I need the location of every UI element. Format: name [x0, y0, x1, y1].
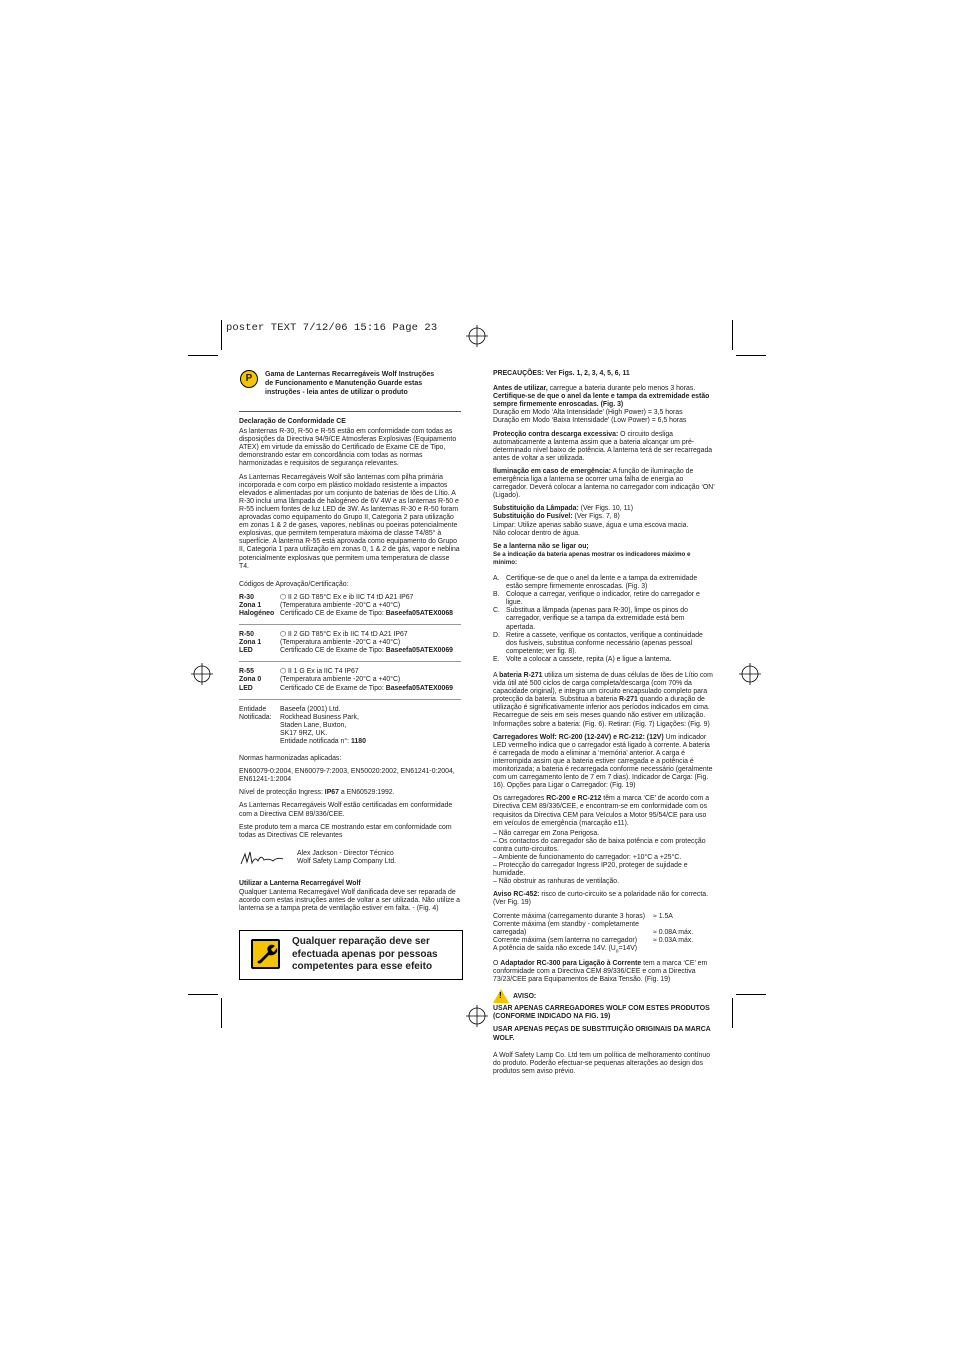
- list-item: – Os contactos do carregador são de baixa potência e com protecção contra curto-circuitos.: [493, 837, 706, 853]
- ex-icon: ⬡: [280, 668, 288, 676]
- registration-mark-top: [466, 325, 488, 347]
- print-slug: poster TEXT 7/12/06 15:16 Page 23: [226, 322, 438, 334]
- rc452-warning: Aviso RC-452: risco de curto-circuito se a polaridade não for correcta. (Ver Fig. 19): [493, 891, 708, 907]
- crop-mark: [736, 355, 766, 356]
- aviso-parts: USAR APENAS PEÇAS DE SUBSTITUIÇÃO ORIGINAIS DA MARCA WOLF.: [493, 1026, 711, 1042]
- signer-name: Alex Jackson - Director Técnico: [297, 849, 394, 857]
- duration-high: Duração em Modo ‘Alta Intensidade’ (High Power) = 3,5 horas: [493, 409, 683, 417]
- ex-icon: ⬡: [280, 593, 288, 601]
- warning-triangle-icon: !: [493, 989, 509, 1003]
- no-light-subheading: Se a indicação da bateria apenas mostrar os indicadores máximo e mínimo:: [493, 550, 691, 566]
- adapter-info: O Adaptador RC-300 para Ligação à Corrente tem a marca ‘CE’ em conformidade com a Directiva CEM 89/336/CEE e com a Directiva 73/23/CEE para Equipamentos de Baixa Tensão. (Fig. 19): [493, 960, 708, 984]
- charge-current-table: Corrente máxima (carregamento durante 3 horas) ≈ 1.5A Corrente máxima (em standby - completamente carregada) ≈ 0.08A máx. Corrente máxima (sem lanterna no carregador) ≈ 0.03A máx.: [493, 912, 694, 944]
- declaration-paragraph-2: As Lanternas Recarregáveis Wolf são lanternas com pilha primária incorporada e com corpo em plástico moldado resistente a impactos elevados e alimentadas por um conjunto de baterias de Iões de Lítio. A R-30 inclui uma lâmpada de halogéneo de 6V 4W e as lanternas R-50 e R-55 incluem fontes de luz LED de 3W. As lanternas R-30 e R-50 foram aprovadas como equipamento do Grupo II, Categoria 2 para utilização em zonas 1 & 2 de gases, vapores, neblinas ou poeiras potencialmente explosivas, que permitem temperatura máxima de classe T4/85° à superfície. A lanterna R-55 está aprovada como equipamento do Grupo II, Categoria 1 para utilização em zonas 0, 1 & 2 de gás, vapor e neblina potencialmente explosivas que permitem uma temperatura de classe T4.: [239, 473, 460, 570]
- charger-notes: [493, 830, 715, 887]
- fuse-replacement: Substituição do Fusível: (Ver Figs. 7, 8): [493, 513, 620, 521]
- registration-mark-right: [739, 663, 761, 685]
- no-light-heading: Se a lanterna não se ligar ou;: [493, 542, 589, 550]
- list-item: – Não obstruir as ranhuras de ventilação.: [493, 878, 620, 886]
- aviso-chargers: USAR APENAS CARREGADORES WOLF COM ESTES PRODUTOS (CONFORME INDICADO NA FIG. 19): [493, 1005, 710, 1021]
- crop-mark: [736, 994, 766, 995]
- before-use: Antes de utilizar, carregue a bateria durante pelo menos 3 horas.: [493, 385, 696, 393]
- list-item: – Ambiente de funcionamento do carregador: +10°C a +25°C.: [493, 853, 682, 861]
- lamp-replacement: Substituição da Lâmpada: (Ver Figs. 10, 11): [493, 505, 634, 513]
- divider: [239, 411, 461, 412]
- duration-low: Duração em Modo ‘Baixa Intensidade’ (Low Power) = 6,5 horas: [493, 417, 687, 425]
- norms-list: EN60079-0:2004, EN60079-7:2003, EN50020:2002, EN61241-0:2004, EN61241-1:2004: [239, 768, 455, 784]
- divider: [239, 661, 461, 662]
- crop-mark: [221, 998, 222, 1028]
- before-use-warning: Certifique-se de que o anel da lente e tampa da extremidade estão sempre firmemente enroscadas. (Fig. 3): [493, 393, 710, 409]
- declaration-heading: Declaração de Conformidade CE: [239, 418, 346, 425]
- step-item: D. Retire a cassete, verifique os contactos, verifique a continuidade dos fusíveis, substitua conforme necessário (apenas pessoal competente; ver fig. 8).: [493, 631, 703, 655]
- declaration-paragraph-1: As lanternas R-30, R-50 e R-55 estão em conformidade com todas as disposições da Directiva 94/9/CE Atmosferas Explosivas (Equipamento ATEX) em virtude da emissão do Certificado de Exame CE de Tipo, demonstrando estar em concordância com todas as normas harmonizadas e requisitos de segurança relevantes.: [239, 428, 457, 468]
- notified-body: Entidade Baseefa (2001) Ltd. Notificada: Rockhead Business Park, Staden Lane, Buxton, SK17 9RZ, UK. Entidade notificada n°: 1180: [239, 705, 366, 745]
- step-item: A. Certifique-se de que o anel da lente e a tampa da extremidade estão sempre firmemente enroscadas. (Fig. 3): [493, 574, 698, 591]
- spec-block-r55: R-55 ⬡ II 1 G Ex ia IIC T4 IP67 Zona 0 (Temperatura ambiente -20°C a +40°C) LED Certificado CE de Exame de Tipo: Baseefa05ATEX0069: [239, 668, 454, 692]
- use-text: Qualquer Lanterna Recarregável Wolf danificada deve ser reparada de acordo com estas instruções antes de voltar a ser utilizada. Não utilize a lanterna se a tampa preta de ventilação estiver em falta. - (Fig. 4): [239, 888, 460, 913]
- registration-mark-left: [191, 663, 213, 685]
- troubleshoot-steps: [493, 575, 715, 664]
- codes-label: Códigos de Aprovação/Certificação:: [239, 580, 349, 588]
- chargers-ce: Os carregadores RC-200 e RC-212 têm a marca ‘CE’ de acordo com a Directiva CEM 89/336/CEE, e encontram-se em conformidade com os requisitos da Directiva CEM para Veículos a Motor 95/54/CE para uso em veículos de emergência (marcação e11).: [493, 795, 710, 827]
- emc-statement: As Lanternas Recarregáveis Wolf estão certificadas em conformidade com a Directiva CEM 89/336/CEE.: [239, 802, 453, 818]
- registration-mark-bottom: [466, 1005, 488, 1027]
- wrench-icon: [251, 939, 280, 969]
- ce-statement: Este produto tem a marca CE mostrando estar em conformidade com todas as Directivas CE relevantes: [239, 823, 452, 839]
- spec-block-r30: R-30 ⬡ II 2 GD T85°C Ex e ib IIC T4 tD A21 IP67 Zona 1 (Temperatura ambiente -20°C a +40°C) Halogéneo Certificado CE de Exame de Tipo: Baseefa05ATEX0068: [239, 593, 454, 617]
- divider: [239, 699, 461, 700]
- step-item: B. Coloque a carregar, verifique o indicador, retire do carregador e ligue.: [493, 591, 700, 607]
- norms-label: Normas harmonizadas aplicadas:: [239, 755, 342, 763]
- list-item: – Não carregar em Zona Perigosa.: [493, 829, 600, 837]
- output-power: A potência de saída não excede 14V. $(U_o=14V)$: [493, 944, 638, 954]
- signature-image: [239, 848, 289, 870]
- left-column: [239, 370, 461, 918]
- crop-mark: [732, 320, 733, 350]
- list-item: – Protecção do carregador Ingress IP20, proteger de sujidade e humidade.: [493, 862, 688, 878]
- right-column: [493, 370, 715, 1081]
- spec-block-r50: R-50 ⬡ II 2 GD T85°C Ex ib IIC T4 tD A21 IP67 Zona 1 (Temperatura ambiente -20°C a +40°C) LED Certificado CE de Exame de Tipo: Baseefa05ATEX0069: [239, 631, 454, 655]
- cleaning-1: Limpar: Utilize apenas sabão suave, água e uma escova macia.: [493, 521, 689, 529]
- crop-mark: [732, 998, 733, 1028]
- repair-warning-text: Qualquer reparação deve ser efectuada apenas por pessoas competentes para esse efeito: [292, 936, 438, 972]
- ip-rating: Nível de protecção Ingress: IP67 a EN60529:1992.: [239, 789, 395, 797]
- battery-info: A bateria R-271 utiliza um sistema de duas células de Iões de Lítio com vida útil até 500 ciclos de carga completa/descarga (com 70% da capacidade original), e integra um circuito encapsulado completo para protecção da bateria. Substitua a bateria R-271 quando a duração de utilização é significativamente inferior aos períodos indicados em cima. Recarregue de seis em seis meses quando não estiver em utilização. Informações sobre a bateria: (Fig. 6). Retirar: (Fig. 7) Ligações: (Fig. 9): [493, 672, 713, 728]
- ex-icon: ⬡: [280, 631, 288, 639]
- document-title: Gama de Lanternas Recarregáveis Wolf Instruções de Funcionamento e Manutenção Guarde estas instruções - leia antes de utilizar o produto: [265, 371, 435, 396]
- use-heading: Utilizar a Lanterna Recarregável Wolf: [239, 879, 361, 887]
- cleaning-2: Não colocar dentro de água.: [493, 529, 580, 537]
- signer-company: Wolf Safety Lamp Company Ltd.: [297, 857, 397, 865]
- signature-block: [239, 848, 461, 872]
- chargers-info: Carregadores Wolf: RC-200 (12-24V) e RC-212: (12V) Um indicador LED vermelho indica que o carregador está ligado à corrente. A bateria é carregada de modo a eliminar a ‘memória’ anterior. A carga é interrompida assim que a bateria estiver carregada e a potência é monitorizada; a bateria é recarregada conforme necessário (geralmente com um carregamento lento de 7 em 7 dias). Indicador de Carga: (Fig. 16). Opções para Ligar o Carregador: (Fig. 19): [493, 733, 713, 790]
- overdischarge: Protecção contra descarga excessiva: O circuito desliga automaticamente a lanterna assim que a bateria alcançar um pré-determinado nível baixo de potência. A lanterna terá de ser recarregada antes de voltar a ser utilizada.: [493, 430, 713, 462]
- emergency-lighting: Iluminação em caso de emergência: A função de iluminação de emergência liga a lanterna se ocorrer uma falha de energia ao carregador. Deverá colocar a lanterna no carregador com indicação ‘ON’ (Ligado).: [493, 467, 715, 500]
- step-item: C. Substitua a lâmpada (apenas para R-30), limpe os pinos do carregador, verifique se a tampa da extremidade está bem apertada.: [493, 607, 688, 631]
- step-item: E. Volte a colocar a cassete, repita (A) e ligue a lanterna.: [493, 655, 672, 663]
- precautions-heading: PRECAUÇÕES: Ver Figs. 1, 2, 3, 4, 5, 6, 11: [493, 370, 630, 377]
- improvement-policy: A Wolf Safety Lamp Co. Ltd tem um política de melhoramento contínuo do produto. Poderão efectuar-se pequenas alterações ao design dos produtos sem aviso prévio.: [493, 1051, 711, 1075]
- crop-mark: [188, 355, 218, 356]
- crop-mark: [221, 320, 222, 350]
- crop-mark: [188, 994, 218, 995]
- aviso-heading: ! AVISO:: [493, 989, 715, 1003]
- divider: [239, 624, 461, 625]
- language-badge: P: [240, 370, 258, 388]
